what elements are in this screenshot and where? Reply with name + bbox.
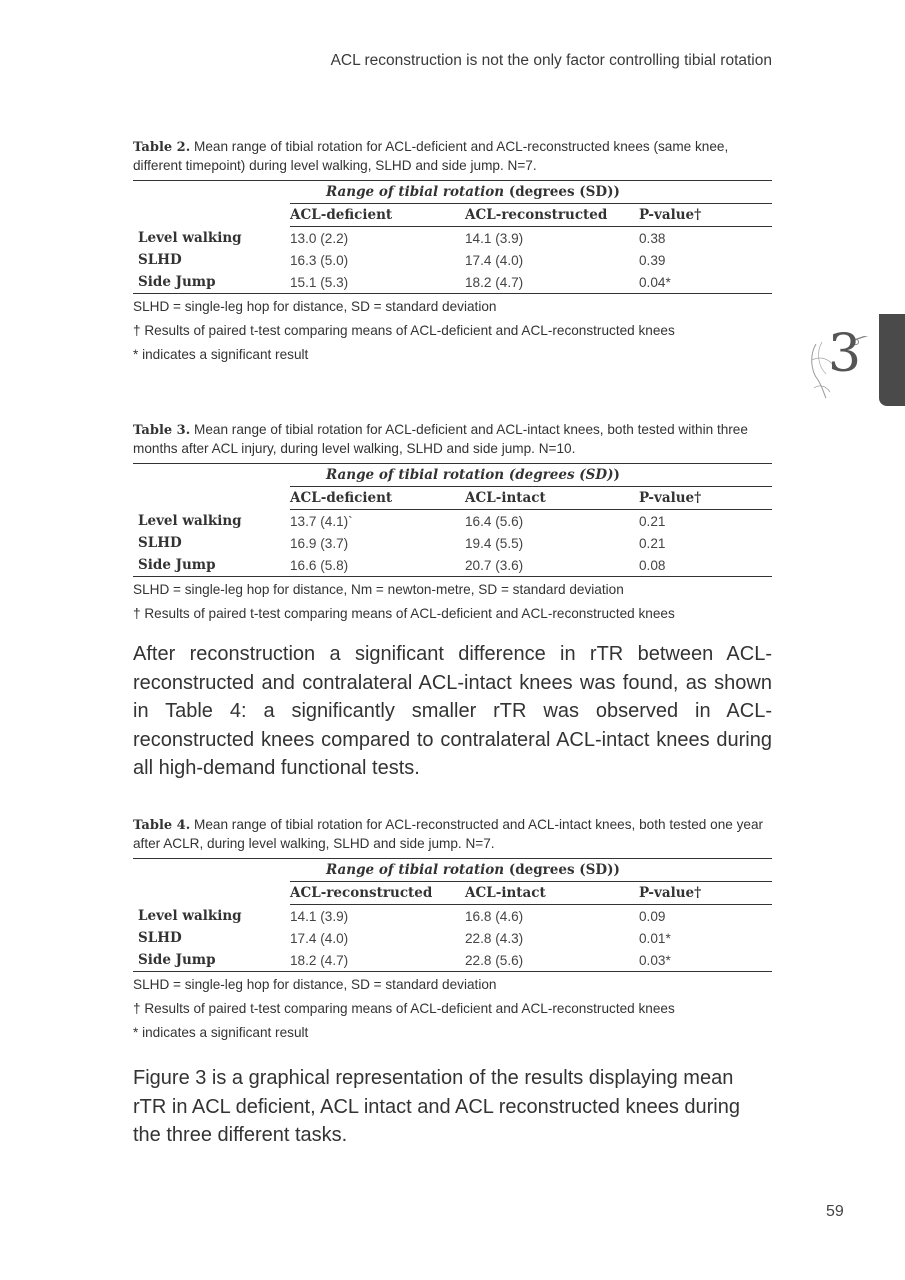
table-caption-text: Mean range of tibial rotation for ACL-reconstructed and ACL-intact knees, both tested one year after ACLR, during level walking, SLHD and side jump. N=7. [133, 817, 764, 851]
body-paragraph: Figure 3 is a graphical representation of the results displaying mean rTR in ACL deficient, ACL intact and ACL reconstructed knees during the three different tasks. [133, 1067, 740, 1146]
table-row: SLHD 16.3 (5.0) 17.4 (4.0) 0.39 [138, 252, 666, 268]
table-label: Table 3. [133, 423, 191, 438]
table-3-block [133, 421, 772, 626]
table-note: SLHD = single-leg hop for distance, Nm = newton-metre, SD = standard deviation [133, 582, 624, 597]
column-header: ACL-intact [465, 487, 639, 510]
chapter-number: 3 [828, 324, 862, 384]
column-header: ACL-reconstructed [465, 204, 639, 227]
table-row: Level walking 13.7 (4.1)` 16.4 (5.6) 0.21 [138, 512, 666, 529]
table-row: Level walking 14.1 (3.9) 16.8 (4.6) 0.09 [138, 907, 666, 924]
table-3 [133, 463, 772, 577]
table-note: SLHD = single-leg hop for distance, SD = standard deviation [133, 977, 497, 992]
table-2 [133, 180, 772, 294]
table-note: SLHD = single-leg hop for distance, SD = standard deviation [133, 299, 497, 314]
table-caption-text: Mean range of tibial rotation for ACL-deficient and ACL-intact knees, both tested within three months after ACL injury, during level walking, SLHD and side jump. N=10. [133, 422, 748, 456]
table-note: * indicates a significant result [133, 347, 309, 362]
chapter-thumb-tab [879, 314, 905, 406]
span-header: Range of tibial rotation (degrees (SD)) [290, 181, 772, 204]
table-row: Level walking 13.0 (2.2) 14.1 (3.9) 0.38 [138, 229, 666, 246]
table-caption [133, 421, 772, 458]
table-4-block [133, 816, 772, 1045]
column-header: ACL-intact [465, 882, 639, 905]
table-row: SLHD 17.4 (4.0) 22.8 (4.3) 0.01* [138, 930, 671, 946]
table-note: * indicates a significant result [133, 1025, 309, 1040]
table-label: Table 4. [133, 818, 191, 833]
table-row: SLHD 16.9 (3.7) 19.4 (5.5) 0.21 [138, 535, 666, 551]
column-header: ACL-reconstructed [290, 882, 465, 905]
column-header: P-value† [639, 882, 772, 905]
column-header: ACL-deficient [290, 204, 465, 227]
table-note: † Results of paired t-test comparing means of ACL-deficient and ACL-reconstructed knees [133, 1001, 675, 1016]
table-note: † Results of paired t-test comparing means of ACL-deficient and ACL-reconstructed knees [133, 606, 675, 621]
column-header: P-value† [639, 204, 772, 227]
column-header: ACL-deficient [290, 487, 465, 510]
page-number: 59 [826, 1203, 844, 1220]
span-header: Range of tibial rotation (degrees (SD)) [290, 859, 772, 882]
body-paragraph: After reconstruction a significant difference in rTR between ACL-reconstructed and contralateral ACL-intact knees was found, as shown in Table 4: a significantly smaller rTR was observed in ACL-reconstructed knees compared to contralateral ACL-intact knees during all high-demand functional tests. [133, 643, 772, 779]
table-row: Side Jump 16.6 (5.8) 20.7 (3.6) 0.08 [138, 557, 666, 573]
table-2-block [133, 138, 772, 367]
table-caption-text: Mean range of tibial rotation for ACL-deficient and ACL-reconstructed knees (same knee, different timepoint) during level walking, SLHD and side jump. N=7. [133, 139, 729, 173]
column-header: P-value† [639, 487, 772, 510]
table-label: Table 2. [133, 140, 191, 155]
table-caption [133, 138, 772, 175]
table-caption [133, 816, 772, 853]
span-header: Range of tibial rotation (degrees (SD)) [290, 464, 772, 487]
table-row: Side Jump 15.1 (5.3) 18.2 (4.7) 0.04* [138, 274, 671, 290]
running-head: ACL reconstruction is not the only factor controlling tibial rotation [330, 52, 772, 69]
table-4 [133, 858, 772, 972]
table-row: Side Jump 18.2 (4.7) 22.8 (5.6) 0.03* [138, 952, 671, 968]
table-note: † Results of paired t-test comparing means of ACL-deficient and ACL-reconstructed knees [133, 323, 675, 338]
